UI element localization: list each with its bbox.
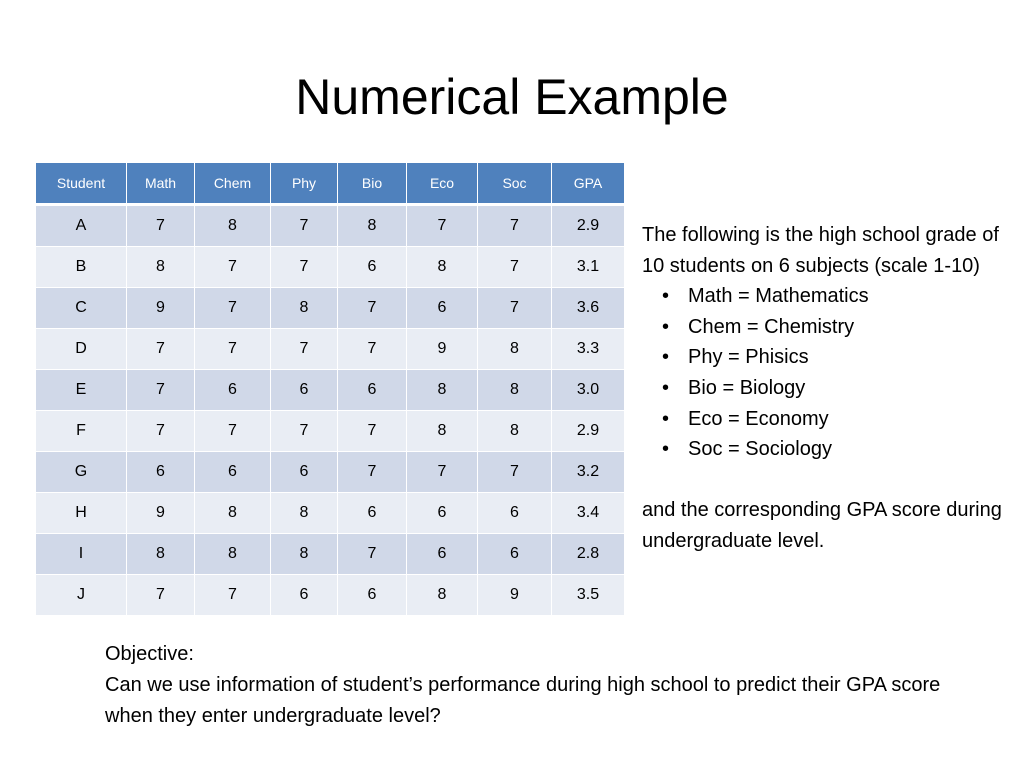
table-row (36, 411, 625, 452)
cell-student: C (36, 288, 127, 329)
cell-student: A (36, 205, 127, 247)
cell-phy: 8 (271, 534, 338, 575)
table-row (36, 575, 625, 616)
cell-phy: 7 (271, 205, 338, 247)
cell-soc: 8 (478, 411, 552, 452)
cell-chem: 7 (195, 329, 271, 370)
cell-math: 8 (127, 247, 195, 288)
header-chem: Chem (195, 163, 271, 205)
cell-eco: 6 (407, 534, 478, 575)
description-block (642, 220, 1012, 557)
cell-soc: 7 (478, 247, 552, 288)
abbreviation-item: • Math = Mathematics (642, 281, 1012, 312)
table-row (36, 329, 625, 370)
cell-bio: 6 (338, 247, 407, 288)
cell-phy: 6 (271, 370, 338, 411)
cell-student: G (36, 452, 127, 493)
cell-math: 8 (127, 534, 195, 575)
table-row (36, 452, 625, 493)
cell-phy: 8 (271, 288, 338, 329)
cell-student: B (36, 247, 127, 288)
header-math: Math (127, 163, 195, 205)
cell-bio: 7 (338, 411, 407, 452)
grades-table-header (36, 163, 625, 205)
cell-phy: 6 (271, 575, 338, 616)
header-soc: Soc (478, 163, 552, 205)
table-row (36, 534, 625, 575)
abbreviation-list (642, 281, 1012, 465)
cell-chem: 7 (195, 247, 271, 288)
objective-label: Objective: (105, 643, 194, 665)
description-outro: and the corresponding GPA score during undergraduate level. (642, 499, 1002, 552)
cell-eco: 6 (407, 288, 478, 329)
spacer (642, 465, 1012, 496)
cell-gpa: 3.3 (552, 329, 625, 370)
cell-phy: 7 (271, 411, 338, 452)
grades-table (35, 162, 625, 616)
cell-chem: 6 (195, 452, 271, 493)
grades-table-body (36, 205, 625, 616)
cell-gpa: 2.8 (552, 534, 625, 575)
cell-student: J (36, 575, 127, 616)
cell-gpa: 3.6 (552, 288, 625, 329)
cell-soc: 6 (478, 534, 552, 575)
cell-soc: 7 (478, 288, 552, 329)
cell-bio: 6 (338, 575, 407, 616)
cell-student: H (36, 493, 127, 534)
cell-phy: 7 (271, 329, 338, 370)
cell-bio: 7 (338, 288, 407, 329)
cell-gpa: 2.9 (552, 411, 625, 452)
cell-gpa: 3.2 (552, 452, 625, 493)
cell-student: E (36, 370, 127, 411)
cell-soc: 6 (478, 493, 552, 534)
cell-eco: 7 (407, 452, 478, 493)
cell-student: F (36, 411, 127, 452)
cell-chem: 8 (195, 493, 271, 534)
cell-math: 9 (127, 493, 195, 534)
cell-gpa: 2.9 (552, 205, 625, 247)
cell-student: D (36, 329, 127, 370)
table-row (36, 370, 625, 411)
header-bio: Bio (338, 163, 407, 205)
cell-gpa: 3.5 (552, 575, 625, 616)
cell-eco: 9 (407, 329, 478, 370)
table-row (36, 205, 625, 247)
table-row (36, 288, 625, 329)
objective-block (105, 639, 985, 732)
table-row (36, 247, 625, 288)
cell-eco: 8 (407, 370, 478, 411)
cell-math: 7 (127, 411, 195, 452)
header-student: Student (36, 163, 127, 205)
cell-soc: 8 (478, 329, 552, 370)
header-phy: Phy (271, 163, 338, 205)
cell-phy: 8 (271, 493, 338, 534)
cell-bio: 8 (338, 205, 407, 247)
abbreviation-item: • Soc = Sociology (642, 434, 1012, 465)
cell-chem: 6 (195, 370, 271, 411)
cell-chem: 8 (195, 534, 271, 575)
cell-bio: 7 (338, 329, 407, 370)
cell-soc: 9 (478, 575, 552, 616)
cell-math: 9 (127, 288, 195, 329)
abbreviation-item: • Bio = Biology (642, 373, 1012, 404)
cell-bio: 7 (338, 534, 407, 575)
cell-bio: 7 (338, 452, 407, 493)
cell-eco: 8 (407, 247, 478, 288)
cell-eco: 8 (407, 411, 478, 452)
abbreviation-item: • Phy = Phisics (642, 342, 1012, 373)
abbreviation-item: • Chem = Chemistry (642, 312, 1012, 343)
cell-eco: 6 (407, 493, 478, 534)
cell-chem: 7 (195, 411, 271, 452)
cell-chem: 8 (195, 205, 271, 247)
cell-gpa: 3.0 (552, 370, 625, 411)
cell-bio: 6 (338, 493, 407, 534)
cell-gpa: 3.4 (552, 493, 625, 534)
cell-math: 7 (127, 329, 195, 370)
header-eco: Eco (407, 163, 478, 205)
cell-soc: 7 (478, 205, 552, 247)
cell-student: I (36, 534, 127, 575)
cell-math: 7 (127, 205, 195, 247)
cell-bio: 6 (338, 370, 407, 411)
cell-eco: 7 (407, 205, 478, 247)
cell-soc: 7 (478, 452, 552, 493)
header-row (36, 163, 625, 205)
slide-title: Numerical Example (295, 69, 729, 125)
cell-gpa: 3.1 (552, 247, 625, 288)
cell-math: 7 (127, 575, 195, 616)
cell-soc: 8 (478, 370, 552, 411)
cell-chem: 7 (195, 288, 271, 329)
abbreviation-item: • Eco = Economy (642, 404, 1012, 435)
cell-math: 6 (127, 452, 195, 493)
cell-math: 7 (127, 370, 195, 411)
cell-eco: 8 (407, 575, 478, 616)
header-gpa: GPA (552, 163, 625, 205)
cell-phy: 7 (271, 247, 338, 288)
cell-chem: 7 (195, 575, 271, 616)
table-row (36, 493, 625, 534)
cell-phy: 6 (271, 452, 338, 493)
objective-text: Can we use information of student’s performance during high school to predict their GPA score when they enter undergraduate level? (105, 674, 941, 727)
description-intro: The following is the high school grade of 10 students on 6 subjects (scale 1-10) (642, 224, 999, 277)
